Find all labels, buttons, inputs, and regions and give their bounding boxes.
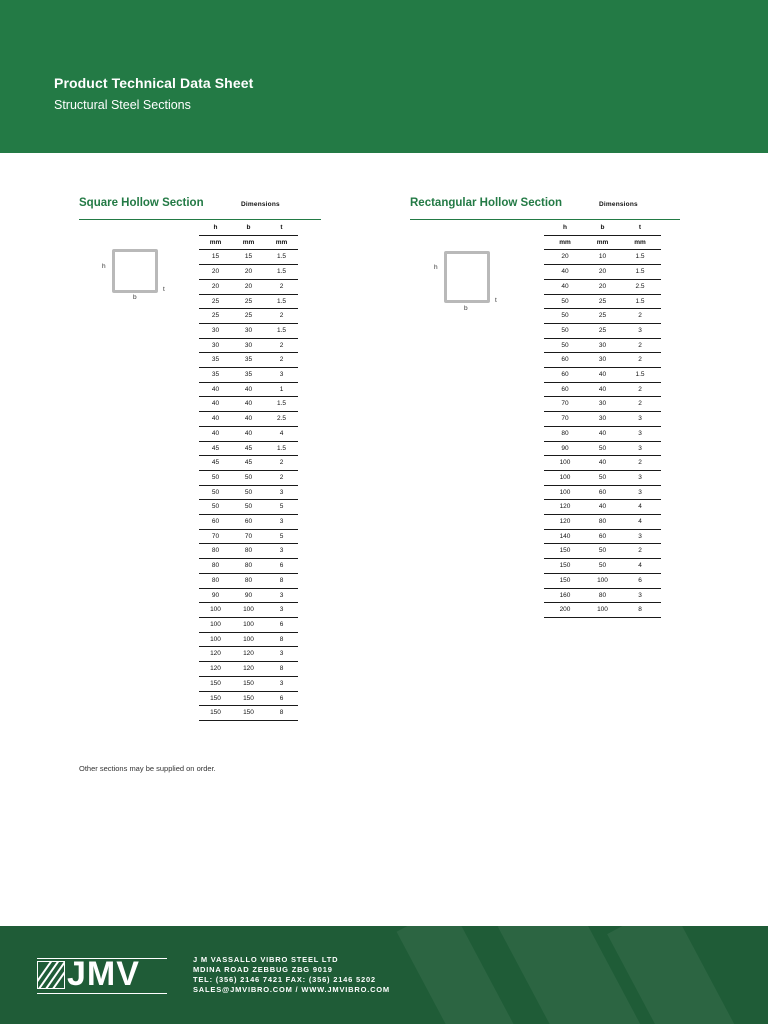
cell-b: 20 — [586, 279, 619, 294]
cell-t: 3 — [619, 412, 661, 427]
table-row — [544, 397, 661, 412]
cell-h: 70 — [199, 529, 232, 544]
table-row — [199, 603, 298, 618]
column-header-b: b — [586, 221, 619, 235]
cell-t: 1.5 — [265, 441, 298, 456]
cell-t: 8 — [265, 706, 298, 721]
column-header-h: h — [544, 221, 586, 235]
cell-h: 40 — [199, 412, 232, 427]
cell-t: 5 — [265, 500, 298, 515]
table-row — [199, 559, 298, 574]
supply-note: Other sections may be supplied on order. — [79, 764, 216, 773]
diagram-label-h: h — [434, 264, 438, 271]
cell-h: 100 — [544, 456, 586, 471]
cell-b: 30 — [586, 412, 619, 427]
table-row — [199, 544, 298, 559]
rectangular-dimensions-label: Dimensions — [599, 201, 638, 208]
cell-h: 50 — [544, 338, 586, 353]
cell-h: 60 — [544, 368, 586, 383]
cell-t: 1.5 — [619, 250, 661, 265]
cell-b: 100 — [232, 632, 265, 647]
table-row — [199, 529, 298, 544]
table-row — [544, 470, 661, 485]
diagram-label-t: t — [163, 286, 165, 293]
cell-b: 25 — [586, 294, 619, 309]
cell-h: 90 — [199, 588, 232, 603]
cell-t: 4 — [619, 500, 661, 515]
cell-t: 2 — [619, 397, 661, 412]
cell-h: 20 — [544, 250, 586, 265]
cell-t: 8 — [265, 573, 298, 588]
cell-t: 2 — [619, 456, 661, 471]
logo-rule-bottom — [37, 993, 167, 994]
cell-h: 120 — [544, 500, 586, 515]
cell-h: 15 — [199, 250, 232, 265]
cell-b: 30 — [232, 338, 265, 353]
unit-t: mm — [619, 235, 661, 250]
cell-t: 3 — [265, 544, 298, 559]
cell-t: 2 — [265, 456, 298, 471]
table-row — [544, 250, 661, 265]
unit-t: mm — [265, 235, 298, 250]
table-row — [544, 338, 661, 353]
cell-b: 150 — [232, 676, 265, 691]
table-row — [199, 279, 298, 294]
unit-b: mm — [586, 235, 619, 250]
cell-h: 150 — [199, 691, 232, 706]
table-row — [544, 573, 661, 588]
cell-t: 2 — [265, 309, 298, 324]
cell-h: 20 — [199, 265, 232, 280]
table-row — [199, 500, 298, 515]
table-row — [544, 412, 661, 427]
table-row — [199, 265, 298, 280]
cell-t: 3 — [265, 515, 298, 530]
cell-h: 35 — [199, 353, 232, 368]
cell-h: 80 — [199, 559, 232, 574]
cell-t: 2 — [265, 353, 298, 368]
cell-b: 120 — [232, 647, 265, 662]
table-row — [199, 426, 298, 441]
company-name: J M VASSALLO VIBRO STEEL LTD — [193, 955, 339, 964]
square-dimensions-label: Dimensions — [241, 201, 280, 208]
cell-b: 70 — [232, 529, 265, 544]
cell-h: 150 — [199, 706, 232, 721]
logo-wordmark: JMV — [67, 955, 140, 993]
cell-b: 40 — [232, 397, 265, 412]
cell-h: 150 — [544, 544, 586, 559]
cell-t: 1.5 — [265, 250, 298, 265]
cell-b: 100 — [232, 603, 265, 618]
cell-h: 150 — [544, 559, 586, 574]
cell-t: 2 — [265, 338, 298, 353]
table-units-row — [544, 235, 661, 250]
table-row — [199, 515, 298, 530]
cell-h: 20 — [199, 279, 232, 294]
page-subtitle: Structural Steel Sections — [54, 98, 191, 112]
company-email-web: SALES@JMVIBRO.COM / WWW.JMVIBRO.COM — [193, 985, 390, 994]
cell-b: 25 — [586, 323, 619, 338]
cell-h: 60 — [544, 353, 586, 368]
cell-t: 3 — [619, 441, 661, 456]
cell-t: 3 — [265, 603, 298, 618]
table-row — [544, 529, 661, 544]
footer-banner — [0, 926, 768, 1024]
cell-h: 150 — [544, 573, 586, 588]
cell-b: 25 — [232, 294, 265, 309]
cell-b: 30 — [586, 397, 619, 412]
cell-b: 50 — [586, 559, 619, 574]
cell-h: 90 — [544, 441, 586, 456]
square-section-heading: Square Hollow Section — [79, 197, 204, 209]
table-row — [199, 338, 298, 353]
cell-h: 120 — [544, 515, 586, 530]
cell-t: 1.5 — [619, 294, 661, 309]
cell-t: 4 — [619, 515, 661, 530]
table-row — [544, 279, 661, 294]
cell-b: 100 — [586, 603, 619, 618]
cell-b: 60 — [232, 515, 265, 530]
table-row — [199, 382, 298, 397]
table-row — [199, 294, 298, 309]
cell-t: 3 — [265, 588, 298, 603]
header-banner — [0, 0, 768, 153]
column-header-t: t — [265, 221, 298, 235]
table-row — [544, 294, 661, 309]
table-row — [199, 647, 298, 662]
cell-b: 50 — [586, 470, 619, 485]
rectangular-dimensions-table — [544, 221, 661, 618]
cell-b: 150 — [232, 706, 265, 721]
table-row — [544, 309, 661, 324]
cell-h: 200 — [544, 603, 586, 618]
cell-t: 6 — [265, 559, 298, 574]
table-row — [199, 412, 298, 427]
cell-b: 40 — [586, 426, 619, 441]
unit-b: mm — [232, 235, 265, 250]
cell-h: 50 — [199, 500, 232, 515]
cell-h: 120 — [199, 647, 232, 662]
cell-t: 2 — [619, 338, 661, 353]
cell-h: 40 — [199, 382, 232, 397]
table-row — [199, 353, 298, 368]
cell-t: 6 — [265, 617, 298, 632]
cell-h: 30 — [199, 338, 232, 353]
company-logo — [37, 955, 167, 993]
cell-t: 4 — [265, 426, 298, 441]
cell-h: 40 — [544, 279, 586, 294]
cell-t: 2 — [619, 382, 661, 397]
cell-t: 1 — [265, 382, 298, 397]
cell-b: 40 — [586, 456, 619, 471]
cell-b: 100 — [586, 573, 619, 588]
cell-t: 5 — [265, 529, 298, 544]
table-row — [544, 441, 661, 456]
cell-t: 2 — [619, 353, 661, 368]
cell-b: 40 — [586, 500, 619, 515]
cell-b: 80 — [232, 559, 265, 574]
square-dimensions-table — [199, 221, 298, 721]
cell-h: 100 — [544, 470, 586, 485]
diagram-label-h: h — [102, 263, 106, 270]
cell-b: 45 — [232, 441, 265, 456]
table-row — [544, 544, 661, 559]
table-row — [544, 485, 661, 500]
cell-h: 80 — [199, 573, 232, 588]
cell-h: 70 — [544, 412, 586, 427]
cell-t: 8 — [619, 603, 661, 618]
cell-t: 3 — [619, 426, 661, 441]
company-phone-fax: TEL: (356) 2146 7421 FAX: (356) 2146 5202 — [193, 975, 376, 984]
square-section-diagram — [100, 245, 180, 305]
table-row — [199, 573, 298, 588]
cell-t: 3 — [619, 470, 661, 485]
cell-t: 2.5 — [265, 412, 298, 427]
cell-h: 70 — [544, 397, 586, 412]
table-row — [199, 485, 298, 500]
cell-h: 80 — [544, 426, 586, 441]
cell-h: 25 — [199, 294, 232, 309]
cell-h: 100 — [199, 603, 232, 618]
table-row — [544, 368, 661, 383]
cell-b: 25 — [586, 309, 619, 324]
cell-t: 1.5 — [265, 323, 298, 338]
cell-b: 40 — [232, 382, 265, 397]
cell-h: 100 — [199, 617, 232, 632]
column-header-h: h — [199, 221, 232, 235]
cell-b: 10 — [586, 250, 619, 265]
cell-b: 40 — [586, 368, 619, 383]
cell-h: 60 — [544, 382, 586, 397]
cell-t: 8 — [265, 632, 298, 647]
cell-b: 40 — [232, 426, 265, 441]
cell-t: 6 — [619, 573, 661, 588]
rectangular-section-diagram — [432, 248, 512, 318]
table-row — [199, 706, 298, 721]
cell-b: 20 — [232, 279, 265, 294]
table-row — [199, 470, 298, 485]
contact-block — [193, 955, 390, 995]
cell-b: 40 — [586, 382, 619, 397]
cell-b: 50 — [232, 470, 265, 485]
cell-h: 25 — [199, 309, 232, 324]
cell-h: 50 — [199, 485, 232, 500]
cell-t: 2 — [619, 544, 661, 559]
cell-t: 3 — [619, 529, 661, 544]
cell-t: 3 — [265, 368, 298, 383]
cell-t: 1.5 — [265, 265, 298, 280]
table-row — [199, 588, 298, 603]
cell-t: 2.5 — [619, 279, 661, 294]
cell-b: 60 — [586, 485, 619, 500]
cell-b: 30 — [232, 323, 265, 338]
cell-b: 40 — [232, 412, 265, 427]
cell-b: 50 — [586, 544, 619, 559]
table-header-row — [544, 221, 661, 235]
cell-h: 100 — [199, 632, 232, 647]
column-header-b: b — [232, 221, 265, 235]
cell-b: 80 — [586, 515, 619, 530]
table-row — [199, 632, 298, 647]
cell-h: 140 — [544, 529, 586, 544]
cell-t: 2 — [265, 470, 298, 485]
table-row — [544, 426, 661, 441]
table-header-row — [199, 221, 298, 235]
square-hollow-shape — [112, 249, 158, 293]
cell-h: 150 — [199, 676, 232, 691]
cell-b: 45 — [232, 456, 265, 471]
table-row — [199, 368, 298, 383]
cell-h: 160 — [544, 588, 586, 603]
table-row — [544, 323, 661, 338]
table-row — [199, 441, 298, 456]
cell-h: 40 — [199, 426, 232, 441]
cell-b: 30 — [586, 353, 619, 368]
cell-b: 20 — [586, 265, 619, 280]
cell-b: 50 — [586, 441, 619, 456]
cell-b: 120 — [232, 662, 265, 677]
cell-b: 25 — [232, 309, 265, 324]
cell-b: 15 — [232, 250, 265, 265]
cell-t: 4 — [619, 559, 661, 574]
table-row — [544, 559, 661, 574]
cell-h: 50 — [199, 470, 232, 485]
cell-t: 1.5 — [619, 265, 661, 280]
cell-b: 80 — [232, 573, 265, 588]
cell-t: 3 — [265, 485, 298, 500]
cell-t: 1.5 — [265, 294, 298, 309]
cell-b: 50 — [232, 485, 265, 500]
table-row — [199, 397, 298, 412]
rectangular-heading-rule — [410, 219, 680, 220]
table-row — [199, 617, 298, 632]
table-row — [544, 515, 661, 530]
cell-t: 3 — [619, 588, 661, 603]
cell-h: 50 — [544, 323, 586, 338]
table-row — [199, 309, 298, 324]
cell-h: 35 — [199, 368, 232, 383]
rectangular-hollow-shape — [444, 251, 490, 303]
cell-b: 80 — [586, 588, 619, 603]
cell-b: 50 — [232, 500, 265, 515]
cell-t: 1.5 — [265, 397, 298, 412]
cell-h: 45 — [199, 456, 232, 471]
table-row — [199, 250, 298, 265]
diagram-label-t: t — [495, 297, 497, 304]
table-row — [199, 323, 298, 338]
cell-b: 90 — [232, 588, 265, 603]
cell-t: 3 — [265, 647, 298, 662]
rectangular-section-heading: Rectangular Hollow Section — [410, 197, 563, 209]
table-row — [544, 382, 661, 397]
cell-h: 40 — [544, 265, 586, 280]
cell-t: 2 — [619, 309, 661, 324]
cell-b: 100 — [232, 617, 265, 632]
cell-h: 120 — [199, 662, 232, 677]
column-header-t: t — [619, 221, 661, 235]
cell-b: 20 — [232, 265, 265, 280]
cell-t: 6 — [265, 691, 298, 706]
company-address: MDINA ROAD ZEBBUG ZBG 9019 — [193, 965, 333, 974]
table-row — [544, 500, 661, 515]
cell-h: 60 — [199, 515, 232, 530]
cell-b: 30 — [586, 338, 619, 353]
cell-h: 100 — [544, 485, 586, 500]
unit-h: mm — [544, 235, 586, 250]
cell-t: 2 — [265, 279, 298, 294]
cell-h: 50 — [544, 309, 586, 324]
diagram-label-b: b — [133, 294, 137, 301]
table-row — [544, 588, 661, 603]
unit-h: mm — [199, 235, 232, 250]
cell-t: 3 — [265, 676, 298, 691]
cell-h: 80 — [199, 544, 232, 559]
table-row — [544, 353, 661, 368]
cell-t: 1.5 — [619, 368, 661, 383]
cell-b: 60 — [586, 529, 619, 544]
table-row — [199, 456, 298, 471]
cell-b: 80 — [232, 544, 265, 559]
cell-t: 8 — [265, 662, 298, 677]
cell-h: 50 — [544, 294, 586, 309]
logo-hatch-icon — [37, 961, 65, 989]
cell-t: 3 — [619, 485, 661, 500]
cell-h: 40 — [199, 397, 232, 412]
page-title: Product Technical Data Sheet — [54, 75, 254, 91]
table-row — [544, 265, 661, 280]
cell-b: 35 — [232, 353, 265, 368]
table-row — [199, 676, 298, 691]
table-row — [544, 603, 661, 618]
table-row — [199, 662, 298, 677]
cell-t: 3 — [619, 323, 661, 338]
diagram-label-b: b — [464, 305, 468, 312]
table-units-row — [199, 235, 298, 250]
cell-b: 150 — [232, 691, 265, 706]
cell-h: 45 — [199, 441, 232, 456]
table-row — [199, 691, 298, 706]
cell-b: 35 — [232, 368, 265, 383]
cell-h: 30 — [199, 323, 232, 338]
square-heading-rule — [79, 219, 321, 220]
table-row — [544, 456, 661, 471]
